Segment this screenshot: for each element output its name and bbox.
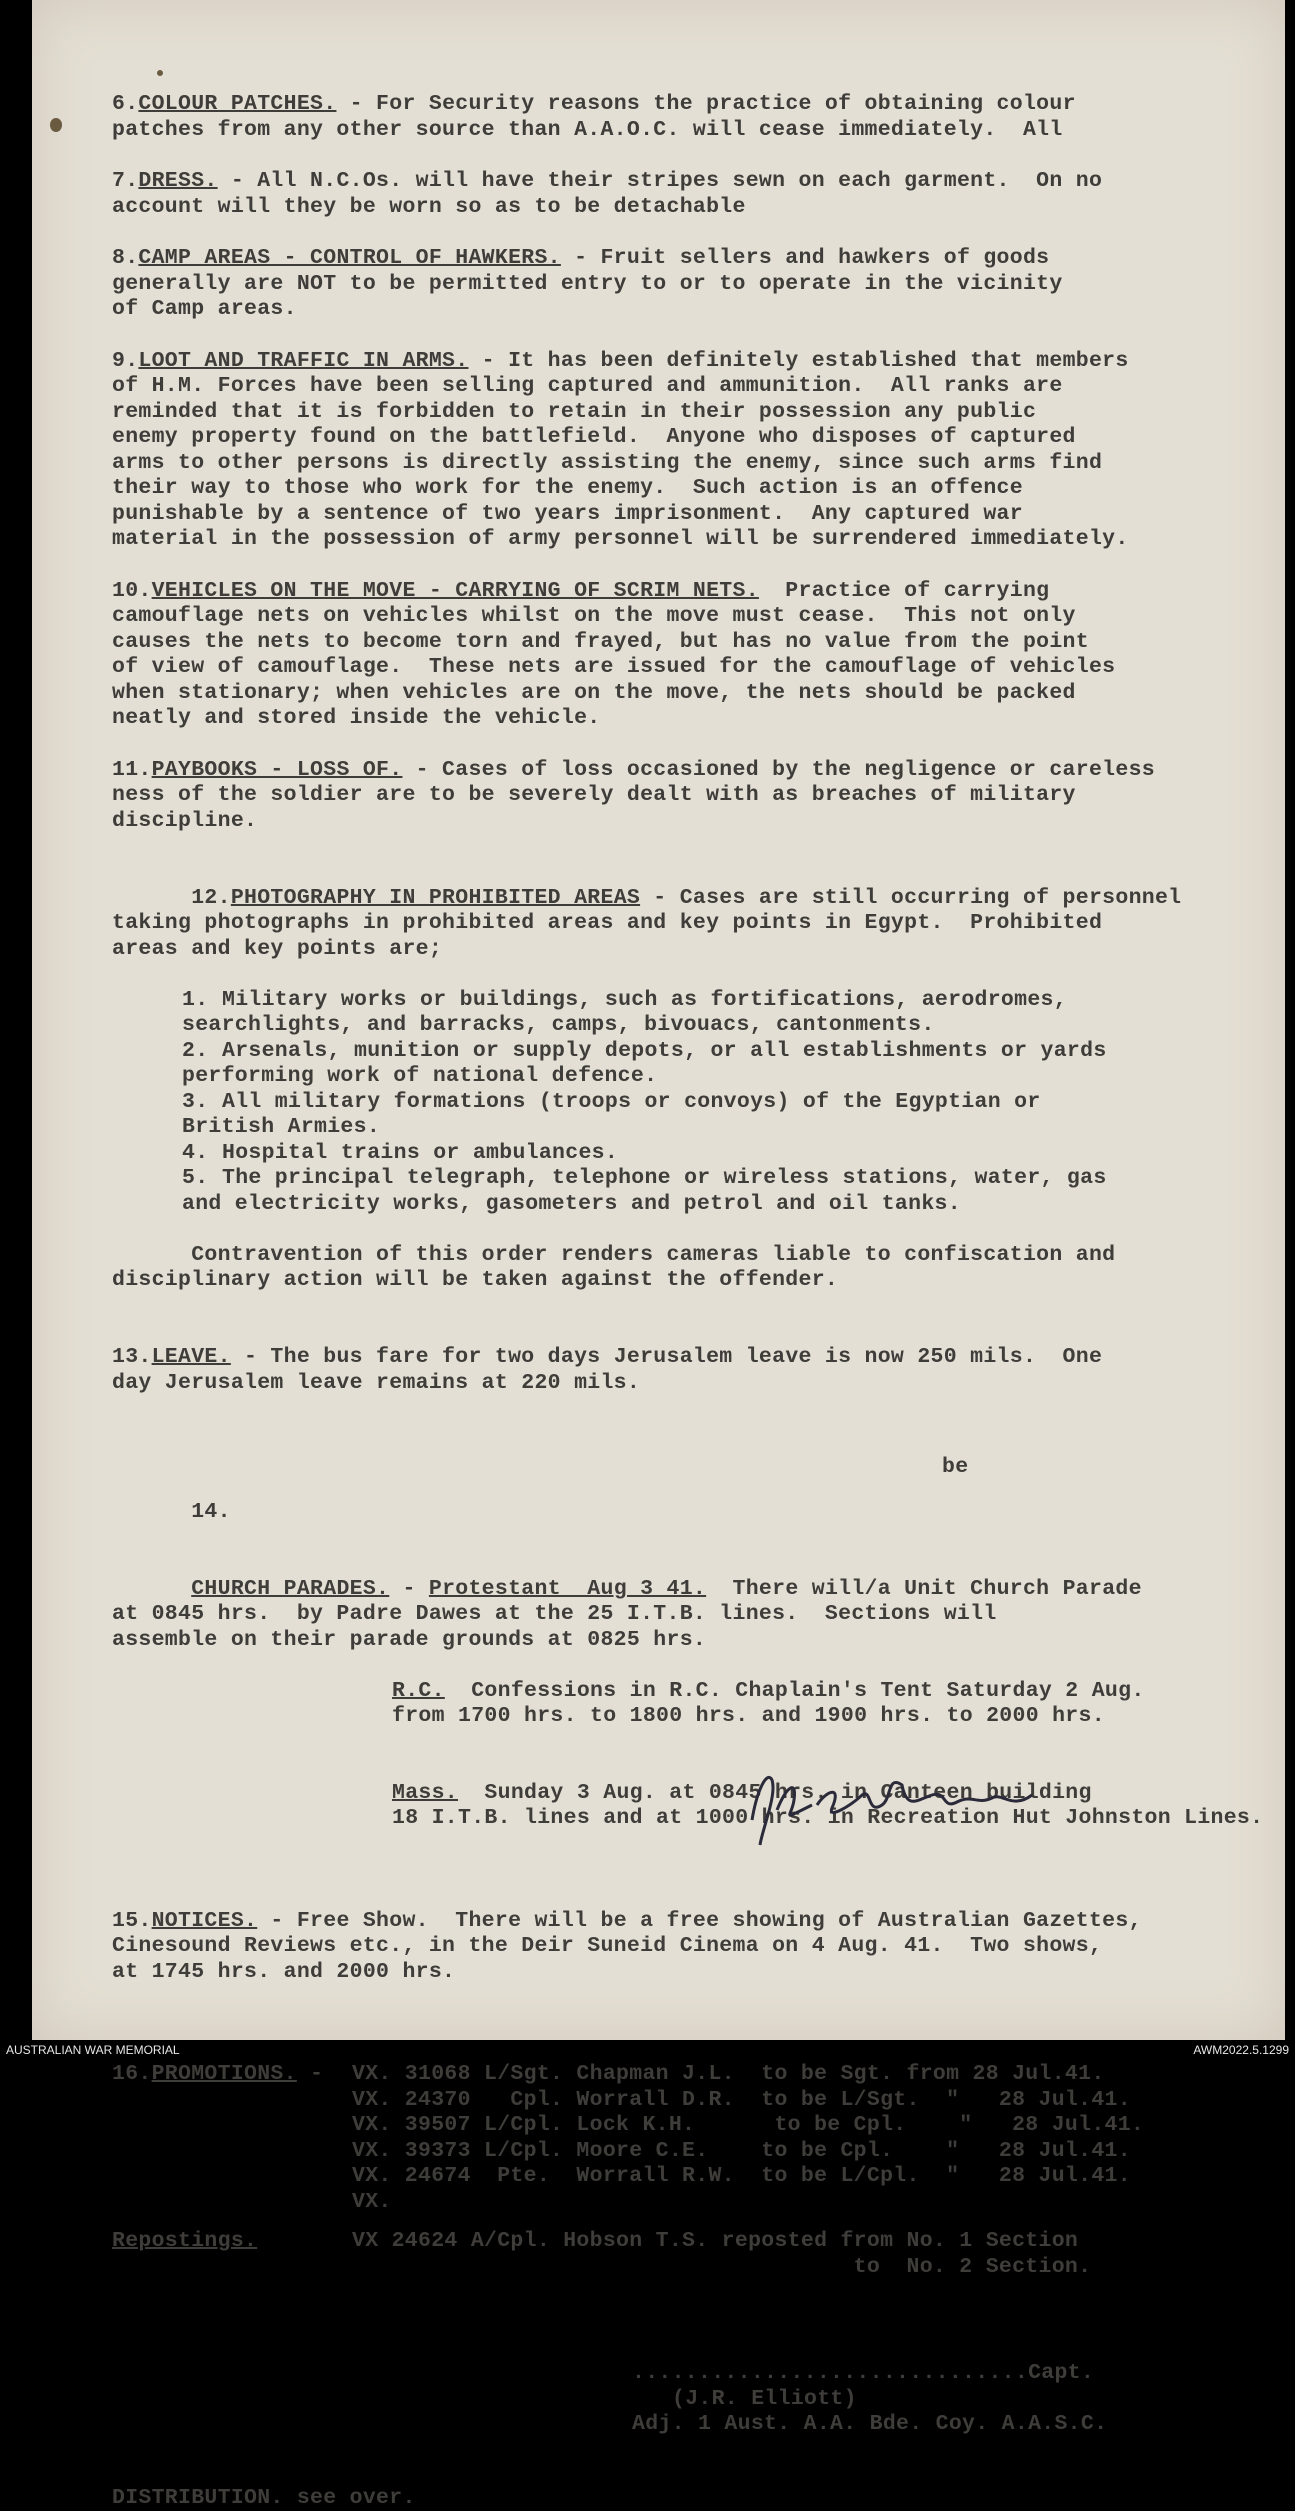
item-12 [112,860,1272,1319]
item-heading: PHOTOGRAPHY IN PROHIBITED AREAS [231,886,640,910]
handwritten-signature [732,1750,1072,1870]
sub-heading-rc: R.C. [392,1679,445,1703]
list-item [182,1039,1272,1090]
footer-institution: AUSTRALIAN WAR MEMORIAL [6,2040,180,2061]
list-text: All military formations (troops or convoys) of the Egyptian or British Armies. [182,1090,1041,1140]
item-14: be 14. CHURCH PARADES. - Protestant Aug 3 41. There will/a Unit Church Parade at 0845 hrs. by Padre Dawes at the 25 I.T.B. lines. Sections will assemble on their parade grounds at 0825 hrs. R.C. Confessions in R.C. Chaplain's Tent Saturday 2 Aug. from 1700 hrs. to 1800 hrs. and 1900 hrs. to 2000 hrs. Mass. Sunday 3 Aug. at 0845 hrs. in Canteen building 18 I.T.B. lines and at 1000 hrs. in Recreation Hut Johnston Lines. [112,1404,1272,1883]
signatory-title: Adj. 1 Aust. A.A. Bde. Coy. A.A.S.C. [632,2412,1107,2436]
item-heading: NOTICES. [152,1909,258,1933]
item-text: - Cases are still occurring of personnel taking photographs in prohibited areas and key points in Egypt. Prohibited areas and key points are; [112,886,1181,961]
item-heading: DRESS. [138,169,217,193]
promotion-row: VX. 24674 Pte. Worrall R.W. to be L/Cpl. " 28 Jul.41. [352,2164,1272,2190]
item-number: 14. [191,1500,231,1524]
item-number: 15. [112,1909,152,1933]
list-number: 4. [182,1141,222,1167]
stain-spot [157,70,163,76]
list-number: 2. [182,1039,222,1065]
list-number: 3. [182,1090,222,1116]
item-10 [112,579,1272,732]
document-page [32,0,1285,2040]
item-heading: VEHICLES ON THE MOVE - CARRYING OF SCRIM NETS. [152,579,759,603]
archive-footer [0,2040,1295,2061]
item-number: 13. [112,1345,152,1369]
item-number: 8. [112,246,138,270]
signature-line: ..............................Capt. [632,2361,1094,2385]
dash: - [297,2062,323,2086]
list-text: Hospital trains or ambulances. [222,1141,618,1165]
list-text: The principal telegraph, telephone or wireless stations, water, gas and electricity works, gasometers and petrol and oil tanks. [182,1166,1107,1216]
item-text: - All N.C.Os. will have their stripes sewn on each garment. On no account will they be worn so as to be detachable [112,169,1102,219]
item-text: - Fruit sellers and hawkers of goods generally are NOT to be permitted entry to or to operate in the vicinity of Camp areas. [112,246,1063,321]
promotion-row: VX. 39507 L/Cpl. Lock K.H. to be Cpl. " 28 Jul.41. [352,2113,1272,2139]
signature-block [632,2361,1272,2438]
repostings-text: VX 24624 A/Cpl. Hobson T.S. reposted from No. 1 Section to No. 2 Section. [352,2229,1272,2280]
list-item [182,1166,1272,1217]
item-number: 9. [112,349,138,373]
item-number: 12. [191,886,231,910]
item-text: Contravention of this order renders cameras liable to confiscation and disciplinary action will be taken against the offender. [112,1243,1115,1293]
item-text: Practice of carrying camouflage nets on vehicles whilst on the move must cease. This not only causes the nets to become torn and frayed, but has no value from the point of view of camouflage. These nets are issued for the camouflage of vehicles when stationary; when vehicles are on the move, the nets should be packed neatly and stored inside the vehicle. [112,579,1115,731]
promotion-row: VX. 31068 L/Sgt. Chapman J.L. to be Sgt. from 28 Jul.41. [352,2062,1272,2088]
item-text: - The bus fare for two days Jerusalem leave is now 250 mils. One day Jerusalem leave remains at 220 mils. [112,1345,1102,1395]
item-heading: LEAVE. [152,1345,231,1369]
item-9 [112,349,1272,553]
item-15 [112,1909,1272,1986]
item-heading: LOOT AND TRAFFIC IN ARMS. [138,349,468,373]
stain-spot [50,118,62,132]
item-text: - It has been definitely established that members of H.M. Forces have been selling captured and ammunition. All ranks are reminded that it is forbidden to retain in their possession any public enemy property found on the battlefield. Anyone who disposes of captured arms to other persons is directly assisting the enemy, since such arms find their way to those who work for the enemy. Such action is an offence punishable by a sentence of two years imprisonment. Any captured war material in the possession of army personnel will be surrendered immediately. [112,349,1129,552]
sub-heading-protestant: Protestant Aug 3 41. [429,1577,706,1601]
item-heading: PROMOTIONS. [152,2062,297,2086]
item-number: 16. [112,2062,152,2086]
promotion-row: VX. 24370 Cpl. Worrall D.R. to be L/Sgt. " 28 Jul.41. [352,2088,1272,2114]
footer-reference: AWM2022.5.1299 [1193,2040,1289,2061]
prohibited-areas-list [182,988,1272,1218]
item-heading: CAMP AREAS - CONTROL OF HAWKERS. [138,246,560,270]
sub-heading-mass: Mass. [392,1781,458,1805]
item-7 [112,169,1272,220]
item-text: - Cases of loss occasioned by the negligence or careless ness of the soldier are to be severely dealt with as breaches of military discipline. [112,758,1155,833]
item-8 [112,246,1272,323]
distribution-note: DISTRIBUTION. see over. [112,2486,1272,2511]
item-heading: CHURCH PARADES. [191,1577,389,1601]
typed-text [112,92,1272,2511]
list-item [182,1090,1272,1141]
item-13 [112,1345,1272,1396]
item-6 [112,92,1272,143]
promotions-list [352,2062,1272,2215]
list-text: Military works or buildings, such as fortifications, aerodromes, searchlights, and barracks, camps, bivouacs, cantonments. [182,988,1067,1038]
item-text: Sunday 3 Aug. at 0845 hrs. in Canteen building 18 I.T.B. lines and at 1000 hrs. in Recreation Hut Johnston Lines. [392,1781,1263,1831]
item-number: 11. [112,758,152,782]
item-number: 7. [112,169,138,193]
handwritten-insert: be [942,1455,1272,1481]
item-text: There will/a Unit Church Parade at 0845 hrs. by Padre Dawes at the 25 I.T.B. lines. Sections will assemble on their parade grounds at 0825 hrs. [112,1577,1142,1652]
repostings-heading: Repostings. [112,2229,257,2253]
promotion-row: VX. [352,2190,1272,2216]
promotion-row: VX. 39373 L/Cpl. Moore C.E. to be Cpl. " 28 Jul.41. [352,2139,1272,2165]
item-text: - Free Show. There will be a free showing of Australian Gazettes, Cinesound Reviews etc., in the Deir Suneid Cinema on 4 Aug. 41. Two shows, at 1745 hrs. and 2000 hrs. [112,1909,1142,1984]
list-number: 1. [182,988,222,1014]
item-heading: COLOUR PATCHES. [138,92,336,116]
item-heading: PAYBOOKS - LOSS OF. [152,758,403,782]
item-11 [112,758,1272,835]
item-text: - For Security reasons the practice of obtaining colour patches from any other source than A.A.O.C. will cease immediately. All [112,92,1076,142]
item-number: 10. [112,579,152,603]
list-text: Arsenals, munition or supply depots, or all establishments or yards performing work of national defence. [182,1039,1107,1089]
item-text: Confessions in R.C. Chaplain's Tent Saturday 2 Aug. from 1700 hrs. to 1800 hrs. and 1900 hrs. to 2000 hrs. [392,1679,1145,1729]
item-number: 6. [112,92,138,116]
signatory-name: (J.R. Elliott) [672,2387,857,2411]
list-number: 5. [182,1166,222,1192]
list-item [182,988,1272,1039]
list-item [182,1141,1272,1167]
